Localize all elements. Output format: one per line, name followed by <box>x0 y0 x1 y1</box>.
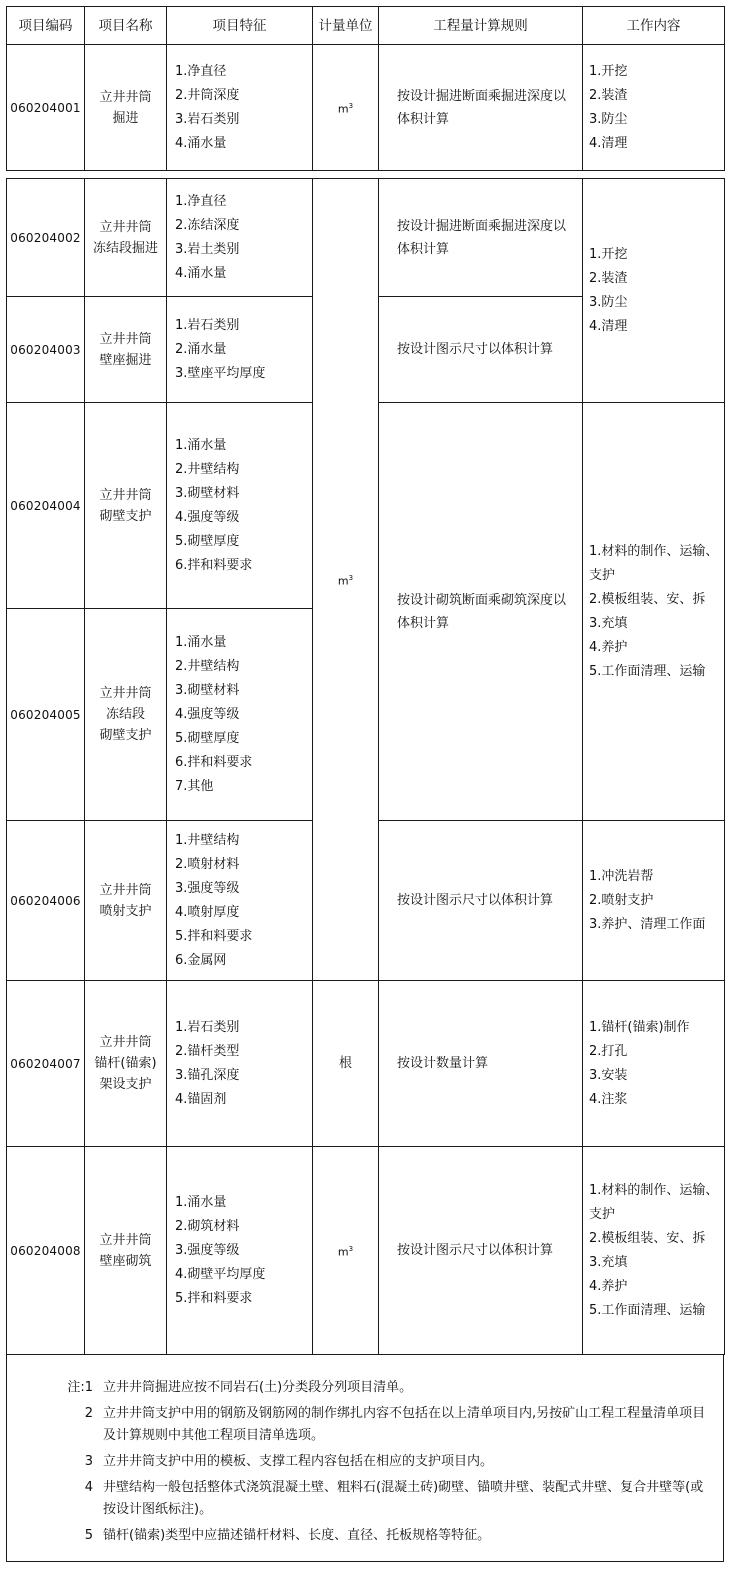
item-rule: 按设计掘进断面乘掘进深度以体积计算 <box>379 179 583 297</box>
merged-work: 1.开挖 2.装渣 3.防尘 4.清理 <box>583 179 725 403</box>
item-name: 立井井筒 掘进 <box>85 45 167 171</box>
item-rule: 按设计数量计算 <box>379 981 583 1147</box>
item-rule: 按设计图示尺寸以体积计算 <box>379 1147 583 1355</box>
header-name: 项目名称 <box>85 7 167 45</box>
header-rule: 工程量计算规则 <box>379 7 583 45</box>
item-work: 1.开挖 2.装渣 3.防尘 4.清理 <box>583 45 725 171</box>
item-name: 立井井筒 砌壁支护 <box>85 403 167 609</box>
item-features: 1.岩石类别 2.锚杆类型 3.锚孔深度 4.锚固剂 <box>167 981 313 1147</box>
table-row <box>7 1147 725 1355</box>
item-unit: 根 <box>313 981 379 1147</box>
quota-table-bottom <box>6 1146 725 1355</box>
item-code: 060204008 <box>7 1147 85 1355</box>
header-unit: 计量单位 <box>313 7 379 45</box>
item-work: 1.材料的制作、运输、支护 2.模板组装、安、拆 3.充填 4.养护 5.工作面清理、运输 <box>583 1147 725 1355</box>
item-features: 1.净直径 2.井筒深度 3.岩石类别 4.涌水量 <box>167 45 313 171</box>
header-row <box>7 7 725 45</box>
item-work: 1.锚杆(锚索)制作 2.打孔 3.安装 4.注浆 <box>583 981 725 1147</box>
item-code: 060204001 <box>7 45 85 171</box>
item-name: 立井井筒 壁座砌筑 <box>85 1147 167 1355</box>
item-work: 1.冲洗岩帮 2.喷射支护 3.养护、清理工作面 <box>583 821 725 981</box>
item-unit: $m^3$ <box>313 45 379 171</box>
item-name: 立井井筒 壁座掘进 <box>85 297 167 403</box>
item-code: 060204002 <box>7 179 85 297</box>
item-features: 1.涌水量 2.井壁结构 3.砌壁材料 4.强度等级 5.砌壁厚度 6.拌和料要求 <box>167 403 313 609</box>
table-row <box>7 179 725 297</box>
header-work: 工作内容 <box>583 7 725 45</box>
item-name: 立井井筒 冻结段掘进 <box>85 179 167 297</box>
table-block-3 <box>6 1146 724 1355</box>
header-features: 项目特征 <box>167 7 313 45</box>
item-rule: 按设计图示尺寸以体积计算 <box>379 297 583 403</box>
table-row <box>7 45 725 171</box>
item-rule: 按设计图示尺寸以体积计算 <box>379 821 583 981</box>
quota-table-top <box>6 6 725 171</box>
quota-table-middle <box>6 178 725 1147</box>
item-unit: $m^3$ <box>313 1147 379 1355</box>
item-code: 060204006 <box>7 821 85 981</box>
merged-unit: $m^3$ <box>313 179 379 981</box>
item-code: 060204004 <box>7 403 85 609</box>
table-block-1 <box>6 6 724 171</box>
table-block-2 <box>6 178 724 1147</box>
item-name: 立井井筒 锚杆(锚索) 架设支护 <box>85 981 167 1147</box>
item-code: 060204005 <box>7 609 85 821</box>
item-name: 立井井筒 喷射支护 <box>85 821 167 981</box>
item-code: 060204003 <box>7 297 85 403</box>
item-features: 1.涌水量 2.井壁结构 3.砌壁材料 4.强度等级 5.砌壁厚度 6.拌和料要求 7.其他 <box>167 609 313 821</box>
merged-rule: 按设计砌筑断面乘砌筑深度以体积计算 <box>379 403 583 821</box>
header-code: 项目编码 <box>7 7 85 45</box>
item-features: 1.净直径 2.冻结深度 3.岩土类别 4.涌水量 <box>167 179 313 297</box>
item-features: 1.井壁结构 2.喷射材料 3.强度等级 4.喷射厚度 5.拌和料要求 6.金属网 <box>167 821 313 981</box>
item-features: 1.涌水量 2.砌筑材料 3.强度等级 4.砌壁平均厚度 5.拌和料要求 <box>167 1147 313 1355</box>
merged-work: 1.材料的制作、运输、支护 2.模板组装、安、拆 3.充填 4.养护 5.工作面清理、运输 <box>583 403 725 821</box>
notes-box: 注:1 立井井筒掘进应按不同岩石(土)分类段分列项目清单。 2 立井井筒支护中用的钢筋及钢筋网的制作绑扎内容不包括在以上清单项目内,另按矿山工程工程量清单项目及计算规则中其他工程项目清单选项。 3 立井井筒支护中用的模板、支撑工程内容包括在相应的支护项目内。 4 井壁结构一般包括整体式浇筑混凝土壁、粗料石(混凝土砖)砌壁、锚喷井壁、装配式井壁、复合井壁等(或按设计图纸标注)。 5 锚杆(锚索)类型中应描述锚杆材料、长度、直径、托板规格等特征。 <box>6 1354 724 1562</box>
item-features: 1.岩石类别 2.涌水量 3.壁座平均厚度 <box>167 297 313 403</box>
item-rule: 按设计掘进断面乘掘进深度以体积计算 <box>379 45 583 171</box>
item-name: 立井井筒 冻结段 砌壁支护 <box>85 609 167 821</box>
table-row <box>7 981 725 1147</box>
item-code: 060204007 <box>7 981 85 1147</box>
